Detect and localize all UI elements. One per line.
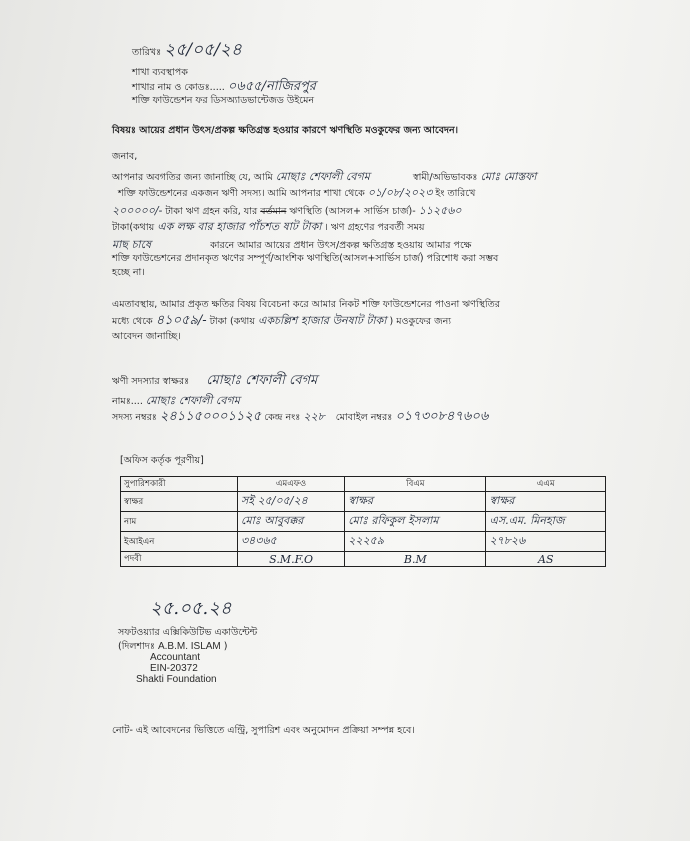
body-line-1	[112, 170, 536, 184]
waive-words-handwritten: একচল্লিশ হাজার উনষাট টাকা	[257, 314, 387, 327]
member-signature-label: ঋণী সদস্যার স্বাক্ষরঃ	[112, 376, 190, 387]
member-name-value: মোছাঃ শেফালী বেগম	[145, 394, 240, 407]
body-text: টাকা ঋণ গ্রহন করি, যার	[165, 206, 258, 217]
subject-text: আয়ের প্রধান উৎস/প্রকল্প ক্ষতিগ্রস্ত হওয়ার কারণে ঋণস্থিতি মওকুফের জন্য আবেদন।	[139, 125, 459, 136]
table-cell: AS	[486, 552, 606, 567]
body-line-8: এমতাবস্থায়, আমার প্রকৃত ক্ষতির বিষয় বিবেচনা করে আমার নিকট শক্তি ফাউন্ডেশনের পাওনা ঋণস্থিতির	[112, 299, 500, 310]
body-text: । ঋণ গ্রহণের পরবর্তী সময়	[324, 222, 425, 233]
table-row	[121, 532, 606, 552]
mobile-value: ০১৭৩০৮৪৭৬০৬	[395, 409, 489, 424]
table-row	[121, 492, 606, 512]
member-number-label: সদস্য নম্বরঃ	[112, 412, 157, 423]
table-header-cell: এএম	[486, 477, 606, 492]
subject-label: বিষয়ঃ	[112, 125, 136, 136]
subject-line	[112, 124, 458, 137]
loan-amount-handwritten: ২০০০০০/-	[112, 204, 163, 217]
body-line-10: আবেদন জানাচ্ছি।	[112, 331, 181, 342]
body-text: ঋণস্থিতি (আসল+ সার্ভিস চার্জ)-	[289, 206, 416, 217]
body-text: টাকা (কথায়	[209, 316, 255, 327]
mobile-label: মোবাইল নম্বরঃ	[335, 412, 393, 423]
balance-handwritten: ১১২৫৬০	[418, 204, 462, 217]
loan-date-handwritten: ০১/০৮/২০২৩	[367, 186, 433, 199]
body-line-7: হচ্ছে না।	[112, 267, 145, 278]
body-line-5	[112, 238, 471, 252]
date-line	[132, 40, 242, 60]
table-cell: S.M.F.O	[238, 552, 345, 567]
member-number-line	[112, 410, 488, 424]
branch-name-code-value: ০৬৫৫/নাজিরপুর	[227, 79, 316, 94]
balance-words-handwritten: এক লক্ষ বার হাজার পাঁচশত ষাট টাকা	[157, 220, 322, 233]
stamp-name: A.B.M. ISLAM	[157, 641, 221, 652]
table-cell: ৩৪৩৬৫	[238, 532, 345, 552]
office-section-label: [অফিস কর্তৃক পূরণীয়]	[120, 455, 204, 466]
body-line-9	[112, 314, 451, 328]
branch-line	[132, 80, 316, 94]
software-signature-date: ২৫.০৫.২৪	[150, 598, 232, 619]
table-header-cell: বিএম	[345, 477, 486, 492]
center-value: ২২৮	[303, 410, 325, 423]
salutation: জনাব,	[112, 151, 138, 162]
stamp-ein: EIN-20372	[150, 663, 198, 674]
body-text: মধ্যে থেকে	[112, 316, 153, 327]
date-label: তারিখঃ	[132, 47, 162, 58]
table-cell: মোঃ আবুবক্কর	[238, 512, 345, 532]
table-header-cell: এমএফও	[238, 477, 345, 492]
table-cell: ২৭৮২৬	[486, 532, 606, 552]
body-line-2	[112, 186, 475, 200]
member-number-value: ২৪১১৫০০০১১২৫	[159, 409, 262, 424]
waive-amount-handwritten: ৪১০৫৯/-	[155, 313, 207, 328]
footer-note: নোট- এই আবেদনের ভিত্তিতে এন্ট্রি, সুপারিশ এবং অনুমোদন প্রক্রিয়া সম্পন্ন হবে।	[112, 725, 415, 736]
body-text: কারনে আমার আয়ের প্রধান উৎস/প্রকল্প ক্ষতিগ্রস্ত হওয়ায় আমার পক্ষে	[210, 240, 472, 251]
table-row	[121, 552, 606, 567]
member-signature: মোছাঃ শেফালী বেগম	[206, 373, 318, 388]
body-line-6: শক্তি ফাউন্ডেশনের প্রদানকৃত ঋণের সম্পূর্ণ/আংশিক ঋণস্থিতি(আসল+সার্ভিস চার্জ) পরিশোধ করা সম্ভব	[112, 253, 499, 264]
table-header-cell: সুপারিশকারী	[121, 477, 238, 492]
table-cell: মোঃ রফিকুল ইসলাম	[345, 512, 486, 532]
software-name-label: (দিলশাদঃ	[118, 641, 155, 652]
branch-name-code-label: শাখার নাম ও কোডঃ.....	[132, 82, 225, 93]
row-label: ইআইএন	[121, 532, 238, 552]
org-name: শক্তি ফাউন্ডেশন ফর ডিসঅ্যাডভান্টেজড উইমেন	[132, 95, 315, 106]
table-cell: ২২২৫৯	[345, 532, 486, 552]
body-text: স্বামী/অভিভাবকঃ	[412, 172, 478, 183]
software-signature	[150, 594, 232, 625]
software-title: সফটওয়্যার এক্সিকিউটিভ একাউন্টেন্ট	[118, 627, 258, 638]
date-value: ২৫/০৫/২৪	[164, 40, 242, 60]
reason-handwritten: মাছ চাষে	[112, 238, 152, 251]
table-row	[121, 512, 606, 532]
center-label: কেন্দ্র নংঃ	[264, 412, 301, 423]
office-approval-table	[120, 476, 606, 567]
struck-text: বর্তমান	[260, 206, 287, 217]
branch-manager-label: শাখা ব্যবস্থাপক	[132, 67, 188, 78]
table-cell: স্বাক্ষর	[486, 492, 606, 512]
closing-paren: )	[223, 641, 228, 652]
member-name-label: নামঃ....	[112, 396, 143, 407]
body-text: ) মওকুফের জন্য	[389, 316, 452, 327]
member-name-line	[112, 394, 240, 408]
table-cell: সই ২৫/০৫/২৪	[238, 492, 345, 512]
body-line-3	[112, 204, 462, 218]
husband-name-handwritten: মোঃ মোস্তফা	[480, 170, 537, 183]
row-label: নাম	[121, 512, 238, 532]
table-header-row	[121, 477, 606, 492]
row-label: পদবী	[121, 552, 238, 567]
table-cell: এস.এম. মিনহাজ	[486, 512, 606, 532]
stamp-title: Accountant	[150, 652, 201, 663]
member-name-handwritten: মোছাঃ শেফালী বেগম	[275, 170, 370, 183]
body-line-4	[112, 220, 424, 234]
body-text: শক্তি ফাউন্ডেশনের একজন ঋণী সদস্য। আমি আপনার শাখা থেকে	[118, 188, 365, 199]
body-text: আপনার অবগতির জন্য জানাচ্ছি যে, আমি	[112, 172, 273, 183]
member-signature-line	[112, 374, 317, 388]
stamp-org: Shakti Foundation	[136, 674, 217, 685]
table-cell: B.M	[345, 552, 486, 567]
table-cell: স্বাক্ষর	[345, 492, 486, 512]
body-text: ইং তারিখে	[435, 188, 476, 199]
body-text: টাকা(কথায়	[112, 222, 155, 233]
row-label: স্বাক্ষর	[121, 492, 238, 512]
